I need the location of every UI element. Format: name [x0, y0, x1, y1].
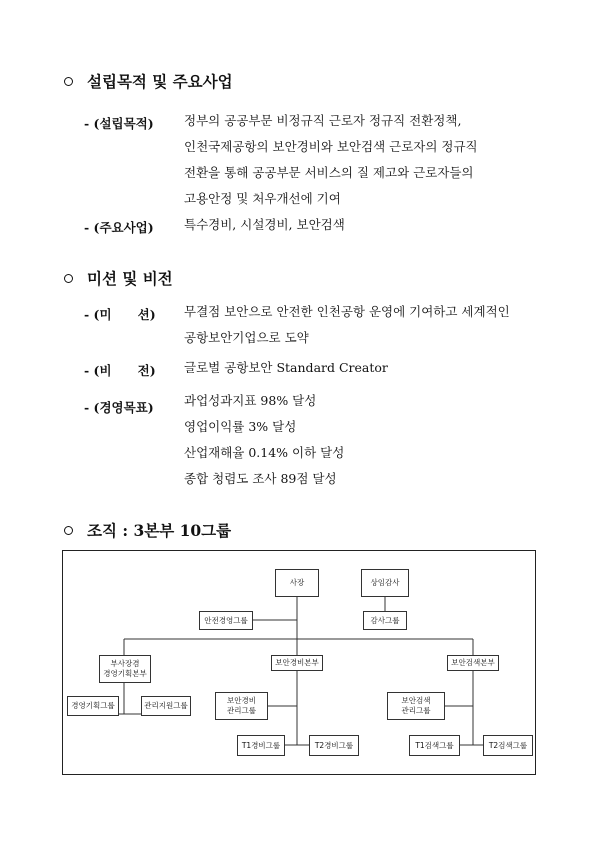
node-line: 관리그룹 — [401, 706, 431, 715]
section-heading-org — [64, 519, 231, 541]
mission-text — [184, 299, 510, 351]
vision-text — [184, 355, 388, 381]
label-goals: - (경영목표) — [84, 400, 154, 415]
node-line: 부사장겸 — [110, 659, 140, 668]
org-node-t1-guard: T1경비그룹 — [237, 735, 285, 756]
org-node-t1-screen: T1검색그룹 — [409, 735, 460, 756]
org-node-t2-guard: T2경비그룹 — [309, 735, 359, 756]
org-node-guard-mgmt — [215, 692, 268, 720]
label-purpose: - (설립목적) — [84, 116, 154, 131]
org-node-safety-group: 안전경영그룹 — [199, 611, 253, 630]
node-line: 관리그룹 — [227, 706, 256, 715]
label-business: - (주요사업) — [84, 220, 154, 235]
section-title: 미션 및 비전 — [87, 269, 173, 288]
goal-item: 영업이익률 3% 달성 — [184, 419, 297, 434]
business-text — [184, 212, 345, 238]
purpose-line: 전환을 통해 공공부문 서비스의 질 제고와 근로자들의 — [184, 165, 474, 180]
section-heading-purpose — [64, 70, 233, 92]
goal-item: 과업성과지표 98% 달성 — [184, 393, 317, 408]
org-node-planning-group: 경영기획그룹 — [67, 696, 119, 716]
section-title: 설립목적 및 주요사업 — [87, 72, 233, 91]
circle-bullet-icon — [64, 77, 73, 86]
circle-bullet-icon — [64, 274, 73, 283]
mission-line: 공항보안기업으로 도약 — [184, 330, 309, 345]
org-node-ceo: 사장 — [275, 569, 319, 597]
circle-bullet-icon — [64, 526, 73, 535]
org-node-screen-mgmt — [387, 692, 445, 720]
org-chart — [62, 550, 536, 775]
org-node-screen-hq: 보안검색본부 — [447, 655, 499, 671]
label-mission: - (미 션) — [84, 307, 156, 322]
org-node-vp-hq — [99, 655, 151, 683]
org-node-auditor: 상임감사 — [361, 569, 409, 597]
label-vision: - (비 전) — [84, 363, 156, 378]
section-title: 조직 : 3본부 10그룹 — [87, 521, 232, 540]
vision-line: 글로벌 공항보안 Standard Creator — [184, 360, 388, 375]
node-line: 경영기획본부 — [103, 669, 147, 678]
org-node-support-group: 관리지원그룹 — [141, 696, 191, 716]
purpose-text — [184, 108, 478, 212]
goals-list — [184, 388, 344, 492]
org-node-t2-screen: T2검색그룹 — [483, 735, 533, 756]
business-line: 특수경비, 시설경비, 보안검색 — [184, 217, 345, 232]
node-line: 보안검색 — [401, 696, 431, 705]
purpose-line: 정부의 공공부문 비정규직 근로자 정규직 전환정책, — [184, 113, 462, 128]
mission-line: 무결점 보안으로 안전한 인천공항 운영에 기여하고 세계적인 — [184, 304, 510, 319]
node-line: 보안경비 — [227, 696, 256, 705]
goal-item: 종합 청렴도 조사 89점 달성 — [184, 471, 337, 486]
purpose-line: 고용안정 및 처우개선에 기여 — [184, 191, 341, 206]
org-node-audit-group: 감사그룹 — [363, 611, 407, 630]
goal-item: 산업재해율 0.14% 이하 달성 — [184, 445, 345, 460]
org-node-guard-hq: 보안경비본부 — [271, 655, 323, 671]
purpose-line: 인천국제공항의 보안경비와 보안검색 근로자의 정규직 — [184, 139, 478, 154]
section-heading-mission — [64, 267, 173, 289]
